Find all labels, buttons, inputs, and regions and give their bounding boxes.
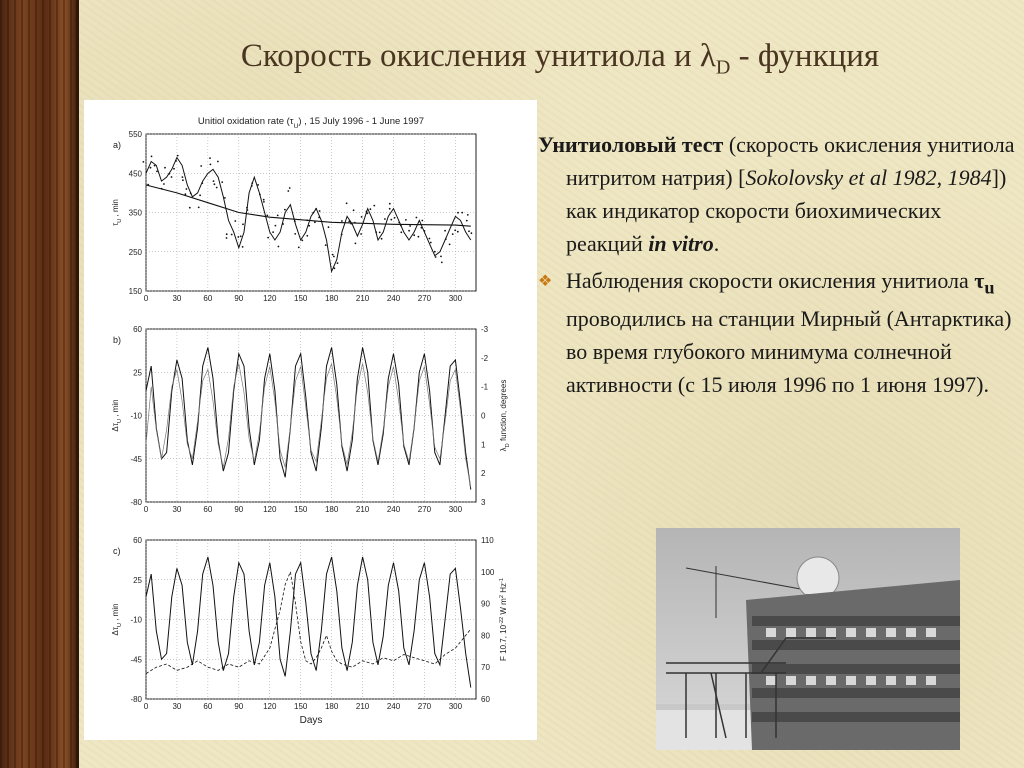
- x-tick-label: 30: [172, 294, 182, 303]
- scatter-point: [366, 211, 368, 213]
- y2-tick-label: 90: [481, 599, 490, 609]
- scatter-point: [277, 215, 279, 217]
- scatter-point: [282, 223, 284, 225]
- x-tick-label: 60: [203, 702, 213, 711]
- scatter-point: [389, 203, 391, 205]
- diamond-bullet-icon: ❖: [538, 273, 553, 290]
- y-tick-label: 550: [128, 130, 142, 139]
- scatter-point: [461, 212, 463, 214]
- y2-axis-label: [499, 578, 508, 661]
- scatter-point: [173, 168, 175, 170]
- x-tick-label: 300: [448, 505, 463, 514]
- scatter-point: [394, 217, 396, 219]
- scatter-point: [246, 207, 248, 209]
- scatter-point: [445, 238, 447, 240]
- scatter-point: [337, 262, 339, 264]
- scatter-point: [452, 233, 454, 235]
- y2-tick-label: 60: [481, 695, 490, 704]
- y2-axis-label-part: Hz: [499, 583, 508, 596]
- scatter-point: [237, 236, 239, 238]
- scatter-point: [353, 209, 355, 211]
- x-tick-label: 30: [172, 505, 182, 514]
- y-tick-label: -45: [130, 655, 142, 665]
- wood-edge: [76, 0, 79, 768]
- scatter-point: [150, 167, 152, 169]
- scatter-point: [226, 237, 228, 239]
- scatter-point: [213, 180, 215, 182]
- title-main: Скорость окисления унитиола и λ: [240, 38, 716, 74]
- x-tick-label: 60: [203, 294, 213, 303]
- scatter-point: [424, 230, 426, 232]
- scatter-point: [168, 173, 170, 175]
- y2-axis-label: [499, 380, 511, 452]
- series-line-Δτu: [146, 348, 471, 490]
- p1-citation: Sokolovsky et al 1982, 1984: [745, 165, 992, 190]
- scatter-point: [457, 212, 459, 214]
- scatter-point: [389, 208, 391, 210]
- x-tick-label: 0: [143, 294, 149, 303]
- scatter-point: [294, 220, 296, 222]
- p1-b: ]) как индикатор скорости биохимических реакций: [566, 165, 1007, 256]
- scatter-point: [405, 219, 407, 221]
- y-axis-label-part: U: [117, 419, 123, 424]
- scatter-point: [341, 220, 343, 222]
- y2-axis-label-part: 2: [499, 595, 505, 599]
- scatter-point: [257, 184, 259, 186]
- scatter-point: [341, 234, 343, 236]
- scatter-point: [226, 233, 228, 235]
- scatter-point: [284, 209, 286, 211]
- scatter-point: [355, 243, 357, 245]
- y-axis-label-part: U: [117, 623, 123, 628]
- y-tick-label: 350: [128, 208, 142, 218]
- scatter-point: [154, 165, 156, 167]
- scatter-point: [328, 226, 330, 228]
- y2-axis-label-part: function, degrees: [499, 379, 508, 444]
- x-tick-label: 210: [355, 505, 370, 514]
- y-tick-label: -80: [130, 498, 142, 507]
- scatter-point: [242, 223, 244, 225]
- scatter-point: [221, 181, 223, 183]
- x-tick-label: 210: [355, 702, 370, 711]
- scatter-point: [319, 210, 321, 212]
- scatter-point: [177, 155, 179, 157]
- scatter-point: [367, 212, 369, 214]
- scatter-point: [214, 183, 216, 185]
- y2-axis-label-part: W m: [499, 598, 508, 617]
- x-tick-label: 180: [324, 505, 339, 514]
- paragraph-unitiol-test: [538, 128, 1018, 260]
- y2-tick-label: 110: [481, 536, 494, 545]
- p2-b: проводились на станции Мирный (Антарктика) во время глубокого минимума солнечной активности (с 15 июля 1996 по 1 июня 1997).: [566, 305, 1012, 397]
- scatter-point: [449, 244, 451, 246]
- y-axis-label: [111, 199, 123, 226]
- y2-axis-label-part: -22: [499, 616, 505, 625]
- scatter-point: [318, 217, 320, 219]
- chart-figure: [84, 100, 537, 740]
- scatter-point: [272, 231, 274, 233]
- scatter-point: [346, 202, 348, 204]
- scatter-point: [231, 234, 233, 236]
- x-tick-label: 180: [324, 294, 339, 303]
- scatter-point: [348, 221, 350, 223]
- scatter-point: [306, 235, 308, 237]
- y2-tick-label: -3: [481, 325, 489, 334]
- text-block: [538, 128, 1018, 401]
- scatter-point: [199, 194, 201, 196]
- scatter-point: [234, 220, 236, 222]
- x-tick-label: 240: [386, 505, 401, 514]
- scatter-point: [182, 179, 184, 181]
- scatter-point: [434, 251, 436, 253]
- y-tick-label: 150: [128, 287, 142, 296]
- scatter-point: [201, 182, 203, 184]
- scatter-point: [278, 246, 280, 248]
- scatter-point: [418, 236, 420, 238]
- scatter-point: [400, 231, 402, 233]
- scatter-point: [143, 161, 145, 163]
- scatter-point: [163, 183, 165, 185]
- p2-tau-sub: u: [984, 277, 995, 298]
- y-axis-label-part: , min: [111, 199, 120, 219]
- scatter-point: [209, 157, 211, 159]
- y-axis-label-part: Δτ: [111, 423, 120, 432]
- y-axis-label: [111, 399, 123, 431]
- y-tick-label: -45: [130, 454, 142, 464]
- scatter-point: [164, 167, 166, 169]
- x-tick-label: 150: [294, 505, 308, 514]
- scatter-point: [360, 233, 362, 235]
- y-axis-label-part: , min: [111, 399, 120, 419]
- x-tick-label: 120: [263, 702, 277, 711]
- scatter-point: [200, 165, 202, 167]
- scatter-point: [379, 232, 381, 234]
- scatter-point: [314, 221, 316, 223]
- scatter-point: [440, 256, 442, 258]
- y2-axis-label-part: -1: [499, 578, 505, 584]
- x-tick-label: 90: [234, 505, 244, 514]
- series-line-F10.7: [146, 572, 471, 674]
- x-tick-label: 300: [448, 294, 463, 303]
- y-axis-label: [111, 603, 123, 635]
- scatter-point: [325, 244, 327, 246]
- scatter-point: [171, 176, 173, 178]
- y-axis-label-part: , min: [111, 603, 120, 623]
- x-tick-label: 0: [143, 505, 149, 514]
- y-axis-label-part: U: [117, 218, 123, 223]
- y-tick-label: -10: [130, 615, 142, 625]
- x-tick-label: 90: [234, 294, 244, 303]
- p1-end: .: [713, 231, 720, 256]
- scatter-point: [217, 161, 219, 163]
- mirny-station-photo: [656, 528, 960, 750]
- scatter-point: [182, 176, 184, 178]
- panel-label: c): [113, 546, 121, 556]
- scatter-point: [421, 227, 423, 229]
- scatter-point: [294, 233, 296, 235]
- y2-axis-label-part: D: [505, 443, 511, 448]
- scatter-point: [373, 205, 375, 207]
- scatter-point: [390, 219, 392, 221]
- x-tick-label: 120: [263, 294, 277, 303]
- scatter-point: [263, 199, 265, 201]
- x-tick-label: 0: [143, 702, 149, 711]
- scatter-point: [381, 238, 383, 240]
- scatter-point: [198, 207, 200, 209]
- scatter-point: [266, 215, 268, 217]
- y2-tick-label: -1: [481, 382, 489, 392]
- y-tick-label: 25: [133, 575, 142, 585]
- scatter-point: [242, 246, 244, 248]
- y-tick-label: 450: [128, 169, 142, 179]
- scatter-point: [416, 217, 418, 219]
- scatter-point: [175, 160, 177, 162]
- scatter-point: [263, 201, 265, 203]
- scatter-point: [189, 207, 191, 209]
- scatter-point: [186, 188, 188, 190]
- scatter-point: [467, 214, 469, 216]
- scatter-point: [375, 231, 377, 233]
- scatter-point: [429, 238, 431, 240]
- p1-a: (скорость окисления унитиола нитритом натрия) [: [566, 132, 1015, 190]
- panel-label: b): [113, 335, 122, 345]
- chart-svg: [84, 100, 537, 740]
- scatter-point: [444, 230, 446, 232]
- y-tick-label: 60: [133, 325, 142, 334]
- scatter-point: [466, 220, 468, 222]
- x-tick-label: 150: [294, 294, 308, 303]
- scatter-point: [287, 190, 289, 192]
- scatter-point: [156, 171, 158, 173]
- scatter-point: [289, 187, 291, 189]
- y2-tick-label: 1: [481, 440, 486, 450]
- y2-tick-label: 70: [481, 663, 490, 673]
- y2-tick-label: 3: [481, 498, 486, 507]
- scatter-point: [301, 240, 303, 242]
- scatter-point: [370, 208, 372, 210]
- scatter-point: [384, 218, 386, 220]
- title-sub: D: [715, 56, 731, 79]
- wood-sidebar: [0, 0, 76, 768]
- scatter-point: [435, 256, 437, 258]
- x-tick-label: 240: [386, 294, 401, 303]
- y2-tick-label: 100: [481, 567, 495, 577]
- scatter-point: [267, 237, 269, 239]
- scatter-point: [247, 209, 249, 211]
- chart-title-part: U: [293, 122, 299, 130]
- x-tick-label: 120: [263, 505, 277, 514]
- y-axis-label-part: Δτ: [111, 627, 120, 636]
- x-tick-label: 270: [417, 702, 432, 711]
- y-tick-label: -80: [130, 695, 142, 704]
- scatter-point: [457, 231, 459, 233]
- scatter-point: [315, 208, 317, 210]
- y2-tick-label: -2: [481, 353, 489, 363]
- scatter-point: [308, 225, 310, 227]
- scatter-point: [216, 187, 218, 189]
- scatter-point: [454, 229, 456, 231]
- y-tick-label: 25: [133, 368, 142, 378]
- scatter-point: [409, 225, 411, 227]
- x-tick-label: 240: [386, 702, 401, 711]
- scatter-point: [468, 230, 470, 232]
- scatter-point: [151, 156, 153, 158]
- y-tick-label: 250: [128, 247, 142, 257]
- scatter-point: [398, 222, 400, 224]
- scatter-point: [190, 193, 192, 195]
- scatter-point: [441, 262, 443, 264]
- series-line-smoothed: [146, 158, 471, 272]
- y2-axis-label-part: F 10.7, 10: [499, 624, 508, 661]
- y2-axis-label-part: λ: [499, 447, 508, 452]
- x-tick-label: 300: [448, 702, 463, 711]
- scatter-point: [334, 267, 336, 269]
- scatter-point: [333, 256, 335, 258]
- scatter-point: [471, 232, 473, 234]
- scatter-point: [332, 254, 334, 256]
- panel-label: a): [113, 140, 122, 150]
- y-axis-label-part: τ: [111, 222, 120, 226]
- x-tick-label: 270: [417, 505, 432, 514]
- y2-tick-label: 2: [481, 469, 486, 479]
- y-tick-label: 60: [133, 536, 142, 545]
- scatter-point: [413, 234, 415, 236]
- p1-bold: Унитиоловый тест: [538, 132, 724, 157]
- chart-title: [198, 116, 424, 130]
- x-tick-label: 270: [417, 294, 432, 303]
- slide-title: [150, 38, 970, 80]
- bullet-text: [566, 264, 1018, 401]
- scatter-point: [210, 164, 212, 166]
- x-tick-label: 60: [203, 505, 213, 514]
- scatter-point: [240, 235, 242, 237]
- chart-title-part: ) , 15 July 1996 - 1 June 1997: [298, 116, 425, 127]
- scatter-point: [430, 242, 432, 244]
- bullet-observations: [538, 264, 1018, 401]
- x-tick-label: 150: [294, 702, 308, 711]
- scatter-point: [251, 185, 253, 187]
- p2-tau: τ: [974, 268, 985, 293]
- scatter-point: [259, 194, 261, 196]
- scatter-point: [251, 182, 253, 184]
- x-tick-label: 210: [355, 294, 370, 303]
- x-tick-label: 180: [324, 702, 339, 711]
- scatter-point: [408, 230, 410, 232]
- scatter-point: [312, 212, 314, 214]
- x-tick-label: 90: [234, 702, 244, 711]
- chart-title-part: Unitiol oxidation rate (τ: [197, 116, 294, 127]
- y2-tick-label: 0: [481, 411, 486, 421]
- title-tail: - функция: [730, 38, 880, 74]
- x-tick-label: 30: [172, 702, 182, 711]
- series-line-λD: [146, 364, 471, 488]
- scatter-point: [224, 197, 226, 199]
- scatter-point: [361, 216, 363, 218]
- x-axis-label: Days: [299, 715, 323, 726]
- scatter-point: [421, 220, 423, 222]
- series-line-Δτu: [146, 557, 471, 688]
- y2-tick-label: 80: [481, 631, 490, 641]
- scatter-point: [298, 247, 300, 249]
- station-photo-drawing: [656, 528, 960, 750]
- y-tick-label: -10: [130, 411, 142, 421]
- p2-a: Наблюдения скорости окисления унитиола: [566, 268, 975, 293]
- p1-in-vitro: in vitro: [648, 231, 714, 256]
- scatter-point: [275, 225, 277, 227]
